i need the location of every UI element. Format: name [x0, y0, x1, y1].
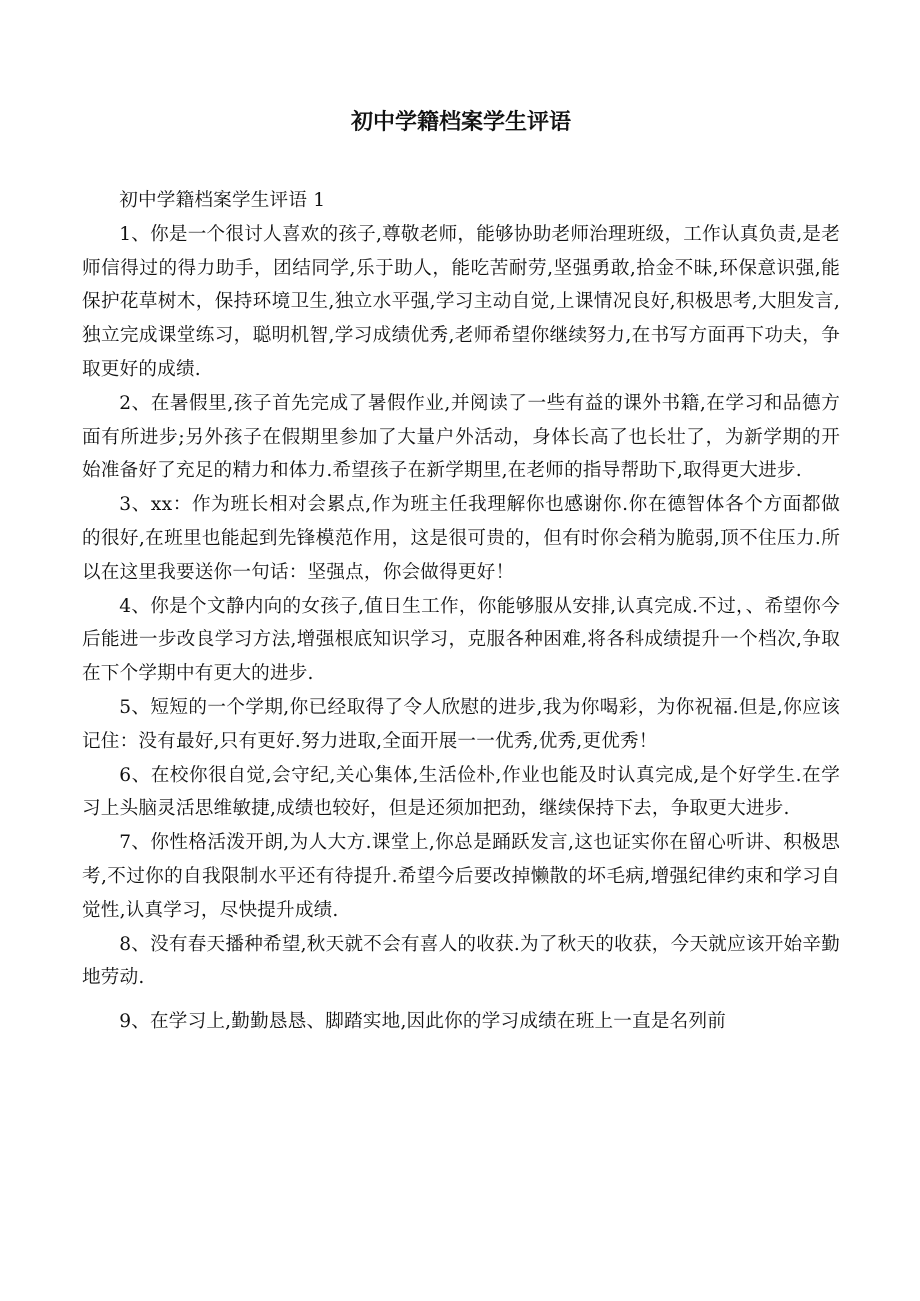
paragraph-8: 8、没有春天播种希望,秋天就不会有喜人的收获.为了秋天的收获，今天就应该开始辛勤地劳动.	[82, 933, 840, 989]
section-heading: 初中学籍档案学生评语 1	[119, 190, 326, 211]
document-title: 初中学籍档案学生评语	[350, 110, 571, 135]
paragraph-6: 6、在校你很自觉,会守纪,关心集体,生活俭朴,作业也能及时认真完成,是个好学生.在学习上头脑灵活思维敏捷,成绩也较好，但是还须加把劲，继续保持下去，争取更大进步.	[82, 764, 840, 820]
document-body	[82, 184, 840, 1039]
paragraph-9: 9、在学习上,勤勤恳恳、脚踏实地,因此你的学习成绩在班上一直是名列前	[119, 1011, 727, 1033]
paragraph-2: 2、在暑假里,孩子首先完成了暑假作业,并阅读了一些有益的课外书籍,在学习和品德方面有所进步;另外孩子在假期里参加了大量户外活动，身体长高了也长壮了，为新学期的开始准备好了充足的精力和体力.希望孩子在新学期里,在老师的指导帮助下,取得更大进步.	[82, 392, 840, 482]
paragraph-7: 7、你性格活泼开朗,为人大方.课堂上,你总是踊跃发言,这也证实你在留心听讲、积极思考,不过你的自我限制水平还有待提升.希望今后要改掉懒散的坏毛病,增强纪律约束和学习自觉性,认真学习，尽快提升成绩.	[82, 832, 840, 921]
paragraph-3: 3、xx：作为班长相对会累点,作为班主任我理解你也感谢你.你在德智体各个方面都做的很好,在班里也能起到先锋模范作用，这是很可贵的，但有时你会稍为脆弱,顶不住压力.所以在这里我要送你一句话：坚强点，你会做得更好！	[82, 494, 840, 583]
paragraph-4: 4、你是个文静内向的女孩子,值日生工作，你能够服从安排,认真完成.不过，、希望你今后能进一步改良学习方法,增强根底知识学习，克服各种困难,将各科成绩提升一个档次,争取在下个学期中有更大的进步.	[82, 595, 840, 685]
paragraph-5: 5、短短的一个学期,你已经取得了令人欣慰的进步,我为你喝彩，为你祝福.但是,你应该记住：没有最好,只有更好.努力进取,全面开展一一优秀,优秀,更优秀！	[82, 696, 840, 752]
paragraph-1: 1、你是一个很讨人喜欢的孩子,尊敬老师，能够协助老师治理班级，工作认真负责,是老师信得过的得力助手，团结同学,乐于助人，能吃苦耐劳,坚强勇敢,拾金不昧,环保意识强,能保护花草树木，保持环境卫生,独立水平强,学习主动自觉,上课情况良好,积极思考,大胆发言,独立完成课堂练习，聪明机智,学习成绩优秀,老师希望你继续努力,在书写方面再下功夫，争取更好的成绩.	[82, 223, 840, 380]
